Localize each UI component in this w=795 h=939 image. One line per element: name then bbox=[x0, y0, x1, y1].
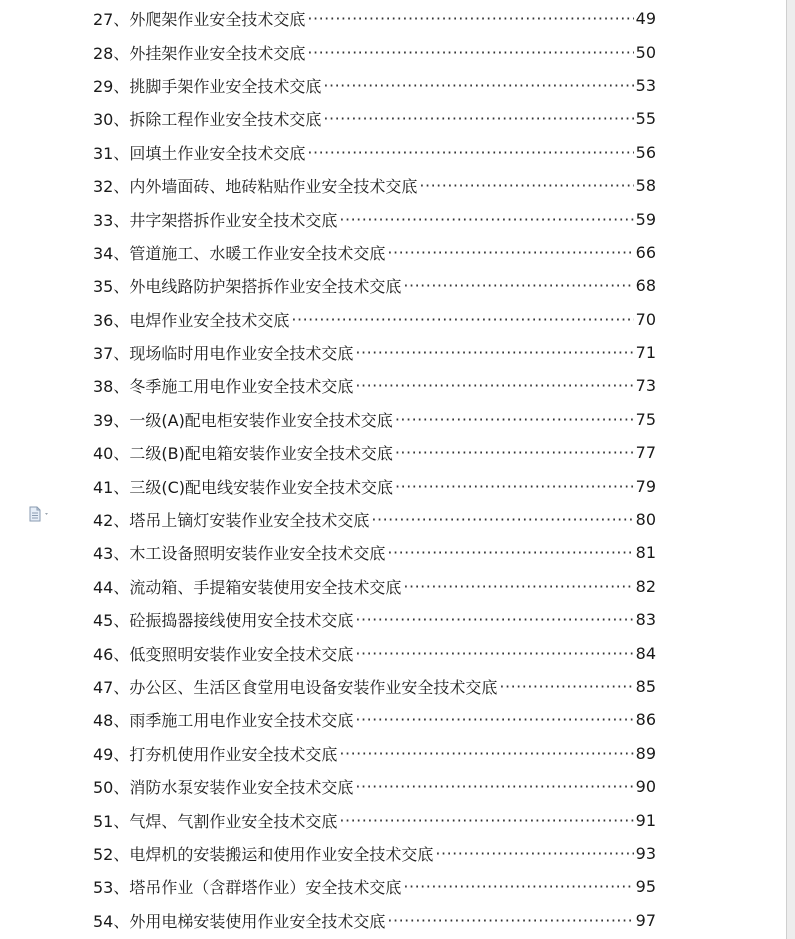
toc-entry-page-number: 85 bbox=[635, 677, 656, 696]
toc-entry-title: 外用电梯安装使用作业安全技术交底 bbox=[129, 911, 386, 931]
toc-entry-title: 雨季施工用电作业安全技术交底 bbox=[129, 711, 354, 731]
toc-entry-number: 28、 bbox=[93, 43, 130, 63]
toc-entry-title: 一级(A)配电柜安装作业安全技术交底 bbox=[129, 410, 393, 430]
toc-entry-page-number: 82 bbox=[635, 576, 656, 596]
toc-entry[interactable] bbox=[93, 35, 656, 68]
toc-entry-page-number: 71 bbox=[635, 343, 656, 363]
toc-entry[interactable] bbox=[93, 136, 656, 169]
toc-leader-dots bbox=[403, 577, 633, 596]
toc-entry-number: 30、 bbox=[93, 110, 130, 130]
toc-entry-title: 电焊机的安装搬运和使用作业安全技术交底 bbox=[129, 844, 434, 864]
toc-entry[interactable] bbox=[93, 202, 656, 235]
toc-entry[interactable] bbox=[93, 102, 656, 135]
toc-entry-page-number: 58 bbox=[635, 176, 656, 196]
toc-entry-page-number: 66 bbox=[635, 242, 656, 262]
toc-entry-number: 51、 bbox=[93, 811, 130, 831]
toc-leader-dots bbox=[387, 243, 633, 262]
document-icon bbox=[28, 506, 54, 522]
toc-entry-title: 气焊、气割作业安全技术交底 bbox=[129, 811, 338, 831]
toc-entry-number: 42、 bbox=[93, 511, 130, 531]
toc-entry-title: 挑脚手架作业安全技术交底 bbox=[129, 76, 322, 96]
toc-entry[interactable] bbox=[93, 837, 656, 870]
table-of-contents bbox=[93, 2, 656, 937]
toc-entry[interactable] bbox=[93, 369, 656, 402]
toc-entry-number: 37、 bbox=[93, 344, 130, 364]
toc-leader-dots bbox=[355, 343, 633, 362]
toc-entry-page-number: 50 bbox=[635, 42, 656, 62]
toc-entry-number: 52、 bbox=[93, 844, 130, 864]
toc-entry-number: 33、 bbox=[93, 210, 130, 230]
toc-entry-page-number: 95 bbox=[635, 877, 656, 897]
toc-entry-title: 外挂架作业安全技术交底 bbox=[129, 43, 306, 63]
toc-entry-page-number: 86 bbox=[635, 710, 656, 730]
toc-entry-page-number: 49 bbox=[635, 9, 656, 29]
toc-entry-number: 43、 bbox=[93, 544, 130, 564]
toc-entry[interactable] bbox=[93, 570, 656, 603]
toc-entry-number: 27、 bbox=[93, 10, 130, 30]
toc-leader-dots bbox=[355, 376, 633, 395]
toc-entry-title: 内外墙面砖、地砖粘贴作业安全技术交底 bbox=[129, 177, 418, 197]
toc-entry[interactable] bbox=[93, 636, 656, 669]
toc-entry[interactable] bbox=[93, 703, 656, 736]
toc-leader-dots bbox=[419, 176, 633, 195]
toc-entry-page-number: 70 bbox=[635, 309, 656, 329]
toc-entry-page-number: 81 bbox=[635, 543, 656, 563]
toc-entry-number: 53、 bbox=[93, 878, 130, 898]
toc-leader-dots bbox=[339, 744, 633, 763]
toc-entry-number: 32、 bbox=[93, 177, 130, 197]
toc-entry-number: 48、 bbox=[93, 711, 130, 731]
toc-entry[interactable] bbox=[93, 737, 656, 770]
toc-entry[interactable] bbox=[93, 603, 656, 636]
toc-entry-title: 现场临时用电作业安全技术交底 bbox=[129, 344, 354, 364]
toc-entry-title: 井字架搭拆作业安全技术交底 bbox=[129, 210, 338, 230]
toc-entry-title: 回填土作业安全技术交底 bbox=[129, 143, 306, 163]
toc-entry-number: 34、 bbox=[93, 243, 130, 263]
toc-entry-title: 管道施工、水暖工作业安全技术交底 bbox=[129, 243, 386, 263]
toc-leader-dots bbox=[307, 143, 633, 162]
toc-entry-number: 35、 bbox=[93, 277, 130, 297]
toc-entry-page-number: 97 bbox=[635, 910, 656, 930]
toc-entry[interactable] bbox=[93, 536, 656, 569]
toc-entry[interactable] bbox=[93, 303, 656, 336]
toc-entry-title: 办公区、生活区食堂用电设备安装作业安全技术交底 bbox=[129, 678, 498, 697]
toc-leader-dots bbox=[291, 310, 633, 329]
toc-entry-title: 木工设备照明安装作业安全技术交底 bbox=[129, 544, 386, 564]
toc-leader-dots bbox=[395, 477, 634, 496]
toc-leader-dots bbox=[339, 811, 633, 830]
toc-entry-number: 41、 bbox=[93, 477, 130, 497]
toc-entry-number: 46、 bbox=[93, 644, 130, 664]
toc-entry[interactable] bbox=[93, 503, 656, 536]
toc-entry-page-number: 56 bbox=[635, 142, 656, 162]
toc-entry-title: 低变照明安装作业安全技术交底 bbox=[129, 644, 354, 664]
toc-entry-number: 39、 bbox=[93, 410, 130, 430]
toc-entry[interactable] bbox=[93, 436, 656, 469]
toc-entry-page-number: 89 bbox=[635, 743, 656, 763]
toc-entry-title: 冬季施工用电作业安全技术交底 bbox=[129, 377, 354, 397]
toc-leader-dots bbox=[339, 210, 633, 229]
toc-entry[interactable] bbox=[93, 336, 656, 369]
toc-entry-number: 47、 bbox=[93, 678, 130, 697]
toc-entry-number: 31、 bbox=[93, 143, 130, 163]
toc-entry[interactable] bbox=[93, 469, 656, 502]
toc-entry-number: 38、 bbox=[93, 377, 130, 397]
toc-leader-dots bbox=[355, 710, 633, 729]
toc-entry-title: 塔吊上镝灯安装作业安全技术交底 bbox=[129, 511, 370, 531]
toc-entry-page-number: 59 bbox=[635, 209, 656, 229]
toc-leader-dots bbox=[387, 543, 633, 562]
toc-entry[interactable] bbox=[93, 403, 656, 436]
toc-leader-dots bbox=[371, 510, 633, 529]
toc-entry[interactable] bbox=[93, 269, 656, 302]
toc-entry-title: 塔吊作业（含群塔作业）安全技术交底 bbox=[129, 878, 402, 898]
toc-leader-dots bbox=[307, 43, 633, 62]
toc-entry[interactable] bbox=[93, 236, 656, 269]
toc-leader-dots bbox=[435, 844, 633, 863]
toc-entry[interactable] bbox=[93, 803, 656, 836]
toc-entry-title: 外电线路防护架搭拆作业安全技术交底 bbox=[129, 277, 402, 297]
toc-entry-title: 三级(C)配电线安装作业安全技术交底 bbox=[129, 477, 394, 497]
toc-leader-dots bbox=[499, 677, 633, 696]
toc-entry-page-number: 79 bbox=[635, 476, 656, 496]
toc-entry[interactable] bbox=[93, 870, 656, 903]
toc-entry-page-number: 91 bbox=[635, 810, 656, 830]
chevron-down-icon bbox=[45, 513, 48, 515]
toc-entry-number: 50、 bbox=[93, 778, 130, 798]
toc-entry-title: 流动箱、手提箱安装使用安全技术交底 bbox=[129, 577, 402, 597]
toc-entry[interactable] bbox=[93, 670, 656, 703]
toc-entry[interactable] bbox=[93, 2, 656, 35]
document-options-button[interactable] bbox=[28, 506, 54, 522]
toc-entry-title: 拆除工程作业安全技术交底 bbox=[129, 110, 322, 130]
toc-leader-dots bbox=[403, 276, 633, 295]
toc-entry[interactable] bbox=[93, 770, 656, 803]
toc-entry-title: 打夯机使用作业安全技术交底 bbox=[129, 744, 338, 764]
toc-entry-number: 44、 bbox=[93, 577, 130, 597]
toc-leader-dots bbox=[355, 610, 633, 629]
toc-entry-number: 45、 bbox=[93, 611, 130, 631]
toc-entry-page-number: 83 bbox=[635, 610, 656, 630]
toc-leader-dots bbox=[323, 76, 633, 95]
toc-entry-page-number: 55 bbox=[635, 109, 656, 129]
toc-entry-title: 电焊作业安全技术交底 bbox=[129, 310, 290, 330]
toc-entry-title: 消防水泵安装作业安全技术交底 bbox=[129, 778, 354, 798]
toc-entry-title: 砼振捣器接线使用安全技术交底 bbox=[129, 611, 354, 631]
toc-entry-page-number: 75 bbox=[635, 409, 656, 429]
toc-leader-dots bbox=[395, 410, 634, 429]
toc-entry-page-number: 90 bbox=[635, 777, 656, 797]
toc-leader-dots bbox=[355, 644, 633, 663]
toc-entry-page-number: 73 bbox=[635, 376, 656, 396]
toc-leader-dots bbox=[403, 877, 633, 896]
toc-entry[interactable] bbox=[93, 169, 656, 202]
toc-entry-number: 40、 bbox=[93, 444, 130, 464]
toc-entry-title: 外爬架作业安全技术交底 bbox=[129, 10, 306, 30]
toc-entry-page-number: 53 bbox=[635, 75, 656, 95]
toc-entry[interactable] bbox=[93, 904, 656, 937]
toc-leader-dots bbox=[355, 777, 633, 796]
toc-entry[interactable] bbox=[93, 69, 656, 102]
toc-entry-number: 54、 bbox=[93, 911, 130, 931]
toc-entry-page-number: 80 bbox=[635, 510, 656, 530]
toc-entry-page-number: 77 bbox=[635, 443, 656, 463]
toc-leader-dots bbox=[395, 443, 634, 462]
page-edge bbox=[786, 0, 795, 939]
toc-entry-title: 二级(B)配电箱安装作业安全技术交底 bbox=[129, 444, 393, 464]
toc-leader-dots bbox=[323, 109, 633, 128]
toc-leader-dots bbox=[307, 9, 633, 28]
toc-leader-dots bbox=[387, 911, 633, 930]
toc-entry-page-number: 68 bbox=[635, 276, 656, 296]
toc-entry-page-number: 84 bbox=[635, 643, 656, 663]
toc-entry-number: 29、 bbox=[93, 76, 130, 96]
toc-entry-number: 49、 bbox=[93, 744, 130, 764]
toc-entry-page-number: 93 bbox=[635, 843, 656, 863]
toc-entry-number: 36、 bbox=[93, 310, 130, 330]
